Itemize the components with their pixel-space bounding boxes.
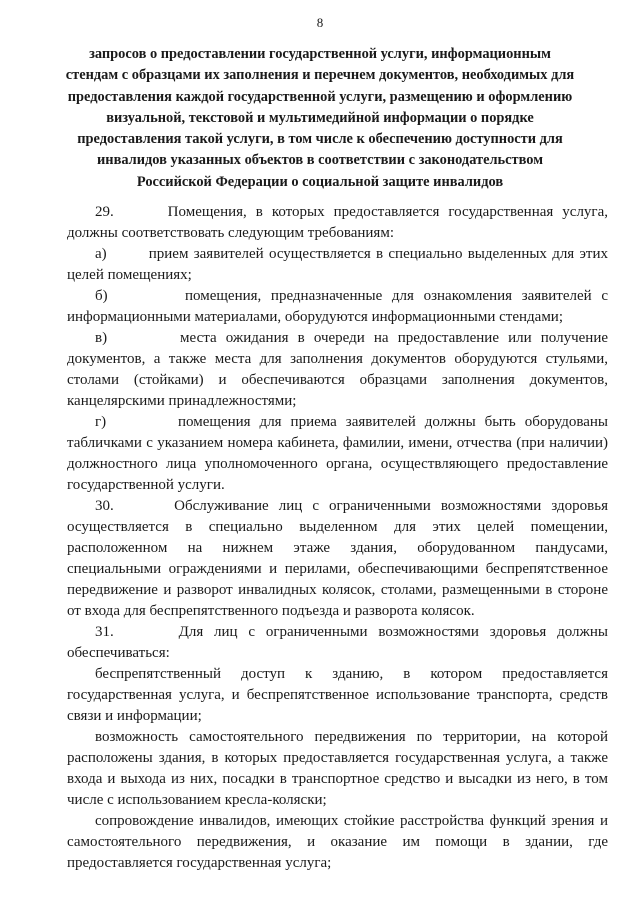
paragraph-31-item-2 [67,727,608,811]
paragraph-b [67,286,608,328]
page-number: 8 [316,15,324,30]
text-line: расположенном на нижнем этаже здания, оборудованном пандусами, [67,540,608,556]
text-line: табличками с указанием номера кабинета, фамилии, имени, отчества (при наличии) [67,435,608,451]
paragraph-31-item-3 [67,811,608,874]
paragraph-29 [67,202,608,244]
text-line: г) помещения для приема заявителей должны быть оборудованы [95,414,608,430]
heading-line: стендам с образцами их заполнения и перечнем документов, необходимых для [65,67,575,84]
text-line: специальными ограждениями и перилами, обеспечивающими беспрепятственное [67,561,608,577]
text-line: обеспечиваться: [67,645,170,661]
text-line: б) помещения, предназначенные для ознакомления заявителей с [95,288,608,304]
paragraph-a [67,244,608,286]
text-line: входа и выхода из них, посадки в транспортное средство и высадки из него, в том [67,771,608,787]
text-line: а) прием заявителей осуществляется в специально выделенных для этих [95,246,608,262]
text-line: 30. Обслуживание лиц с ограниченными возможностями здоровья [95,498,608,514]
text-line: беспрепятственный доступ к зданию, в котором предоставляется [95,666,608,682]
text-line: 29. Помещения, в которых предоставляется государственная услуга, [95,204,608,220]
text-line: целей помещениях; [67,267,192,283]
text-line: информационными материалами, оборудуются информационными стендами; [67,309,564,325]
paragraph-31 [67,622,608,664]
text-line: в) места ожидания в очереди на предоставление или получение [95,330,608,346]
paragraph-v [67,328,608,412]
text-line: столами (стойками) и обеспечиваются образцами заполнения документов, [67,372,608,388]
text-line: предоставляется государственная услуга; [67,855,332,871]
text-line: канцелярскими принадлежностями; [67,393,297,409]
section-heading [56,44,584,193]
heading-line: предоставления каждой государственной услуги, размещению и оформлению [67,88,573,105]
heading-line: Российской Федерации о социальной защите инвалидов [136,173,504,190]
document-body [67,202,608,874]
paragraph-g [67,412,608,496]
text-line: 31. Для лиц с ограниченными возможностями здоровья должны [95,624,608,640]
heading-line: визуальной, текстовой и мультимедийной информации о порядке [106,109,534,126]
text-line: должны соответствовать следующим требованиям: [67,225,394,241]
text-line: государственной услуги. [67,477,225,493]
text-line: сопровождение инвалидов, имеющих стойкие расстройства функций зрения и [95,813,608,829]
text-line: должностного лица уполномоченного органа, осуществляющего предоставление [67,456,608,472]
heading-line: предоставления такой услуги, в том числе к обеспечению доступности для [77,131,563,148]
paragraph-30 [67,496,608,622]
paragraph-31-item-1 [67,664,608,727]
text-line: возможность самостоятельного передвижения по территории, на которой [95,729,608,745]
text-line: передвижение и разворот инвалидных колясок, столами, размещенными в стороне [67,582,608,598]
heading-line: запросов о предоставлении государственной услуги, информационным [89,46,551,62]
heading-line: инвалидов указанных объектов в соответствии с законодательством [96,152,544,169]
text-line: числе с использованием кресла-коляски; [67,792,327,808]
text-line: государственная услуга, и беспрепятственное использование транспорта, средств [67,687,608,703]
text-line: связи и информации; [67,708,202,724]
text-line: документов, а также места для заполнения документов оборудуются стульями, [67,351,608,367]
text-line: от входа для беспрепятственного подъезда и разворота колясок. [67,603,475,619]
text-line: осуществляется в специально выделенном для этих целей помещении, [67,519,608,535]
text-line: самостоятельного передвижения, и оказание им помощи в здании, где [67,834,608,850]
text-line: расположены здания, в которых предоставляется государственная услуга, а также [67,750,608,766]
